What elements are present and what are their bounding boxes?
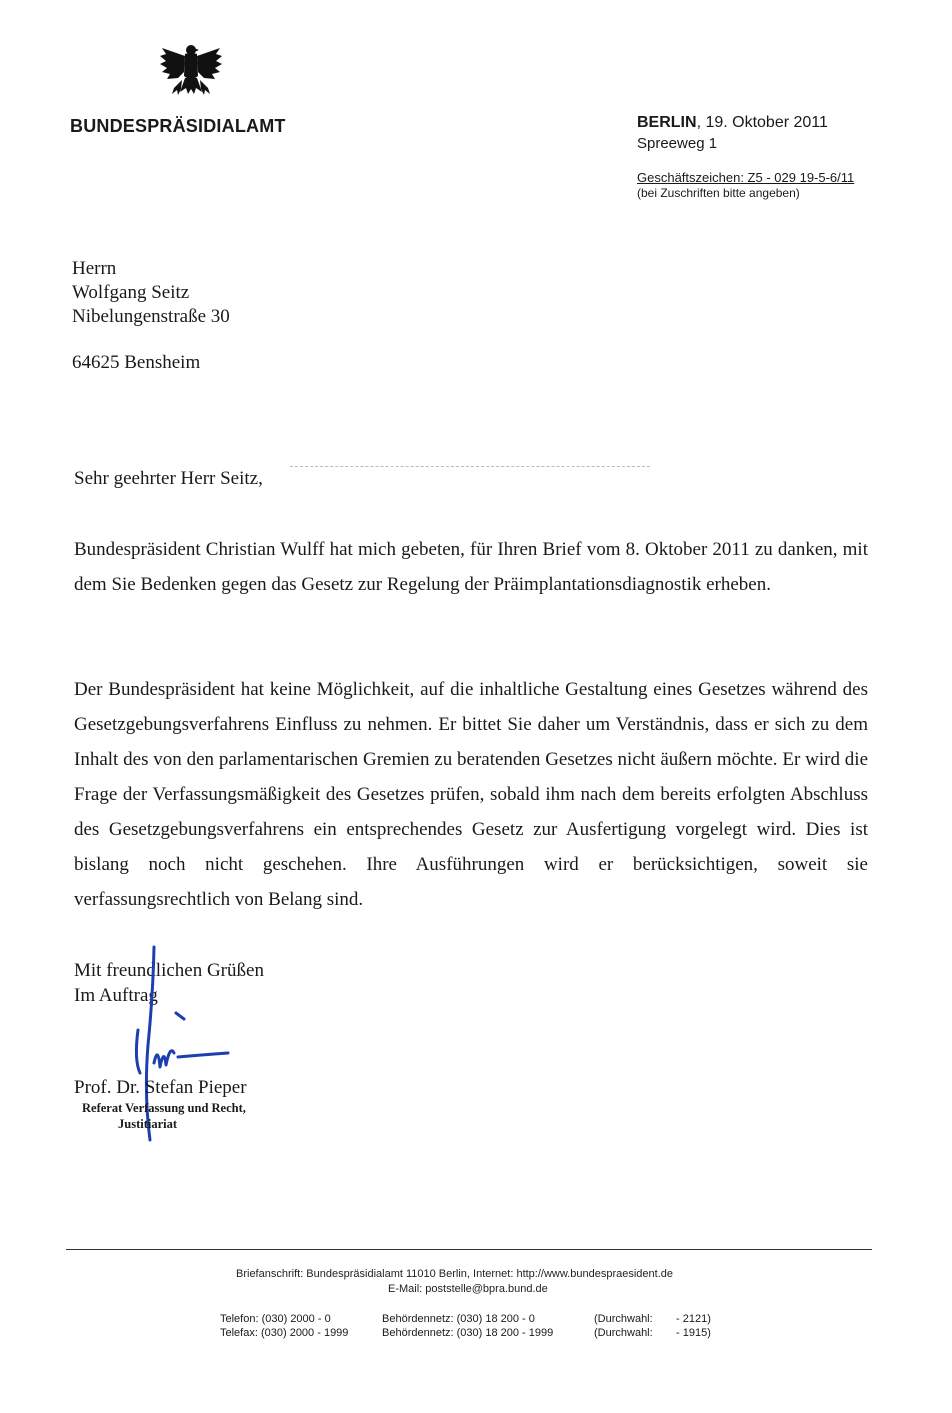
on-behalf: Im Auftrag bbox=[74, 985, 158, 1006]
footer-address: Briefanschrift: Bundespräsidialamt 11010 Berlin, Internet: http://www.bundespraesident.de bbox=[236, 1268, 673, 1280]
footer-direct-phone-label: (Durchwahl: bbox=[594, 1313, 653, 1325]
footer-fax: Telefax: (030) 2000 - 1999 bbox=[220, 1327, 349, 1339]
sender-street: Spreeweg 1 bbox=[637, 135, 718, 152]
federal-eagle-emblem-icon bbox=[158, 42, 224, 100]
recipient-street: Nibelungenstraße 30 bbox=[72, 306, 230, 327]
footer-email: E-Mail: poststelle@bpra.bund.de bbox=[388, 1283, 548, 1295]
recipient-title: Herrn bbox=[72, 258, 117, 279]
division: Justitiariat bbox=[118, 1117, 178, 1131]
salutation: Sehr geehrter Herr Seitz, bbox=[74, 468, 263, 489]
signer-name: Prof. Dr. Stefan Pieper bbox=[74, 1077, 247, 1098]
paragraph-2: Der Bundespräsident hat keine Möglichkeit, auf die inhaltliche Gestaltung eines Gesetzes während des Gesetzgebungsverfahrens Einfluss zu nehmen. Er bittet Sie daher um Verständnis, dass er sich zu dem Inhalt des von den parlamentarischen Gremien zu beratenden Gesetzes nicht äußern möchte. Er wird die Frage der Verfassungsmäßigkeit des Gesetzes prüfen, sobald ihm nach dem bereits erfolgten Abschluss des Gesetzgebungsverfahrens ein entsprechendes Gesetz zur Ausfertigung vorgelegt wird. Dies ist bislang noch nicht geschehen. Ihre Ausführungen wird er berücksichtigen, soweit sie verfassungsrechtlich von Belang sind. bbox=[74, 679, 868, 910]
recipient-city: 64625 Bensheim bbox=[72, 352, 201, 373]
city: BERLIN bbox=[637, 114, 697, 131]
footer-direct-phone-value: - 2121) bbox=[676, 1313, 711, 1325]
footer-divider bbox=[66, 1249, 872, 1250]
closing: Mit freundlichen Grüßen bbox=[74, 960, 264, 981]
place-and-date bbox=[637, 114, 828, 132]
paragraph-1: Bundespräsident Christian Wulff hat mich gebeten, für Ihren Brief vom 8. Oktober 2011 zu danken, mit dem Sie Bedenken gegen das Gesetz zur Regelung der Präimplantationsdiagnostik erheben. bbox=[74, 539, 868, 595]
department: Referat Verfassung und Recht, bbox=[82, 1101, 246, 1115]
footer-network-phone: Behördennetz: (030) 18 200 - 0 bbox=[382, 1313, 535, 1325]
footer-phone: Telefon: (030) 2000 - 0 bbox=[220, 1313, 331, 1325]
footer-network-fax: Behördennetz: (030) 18 200 - 1999 bbox=[382, 1327, 554, 1339]
reference-number: Geschäftszeichen: Z5 - 029 19-5-6/11 bbox=[637, 170, 855, 185]
reference-note: (bei Zuschriften bitte angeben) bbox=[637, 186, 800, 200]
footer-direct-fax-value: - 1915) bbox=[676, 1327, 711, 1339]
recipient-name: Wolfgang Seitz bbox=[72, 282, 190, 303]
organization-name: BUNDESPRÄSIDIALAMT bbox=[70, 116, 286, 136]
scan-artifact-line bbox=[290, 466, 650, 468]
date: , 19. Oktober 2011 bbox=[696, 114, 828, 131]
footer-direct-fax-label: (Durchwahl: bbox=[594, 1327, 653, 1339]
